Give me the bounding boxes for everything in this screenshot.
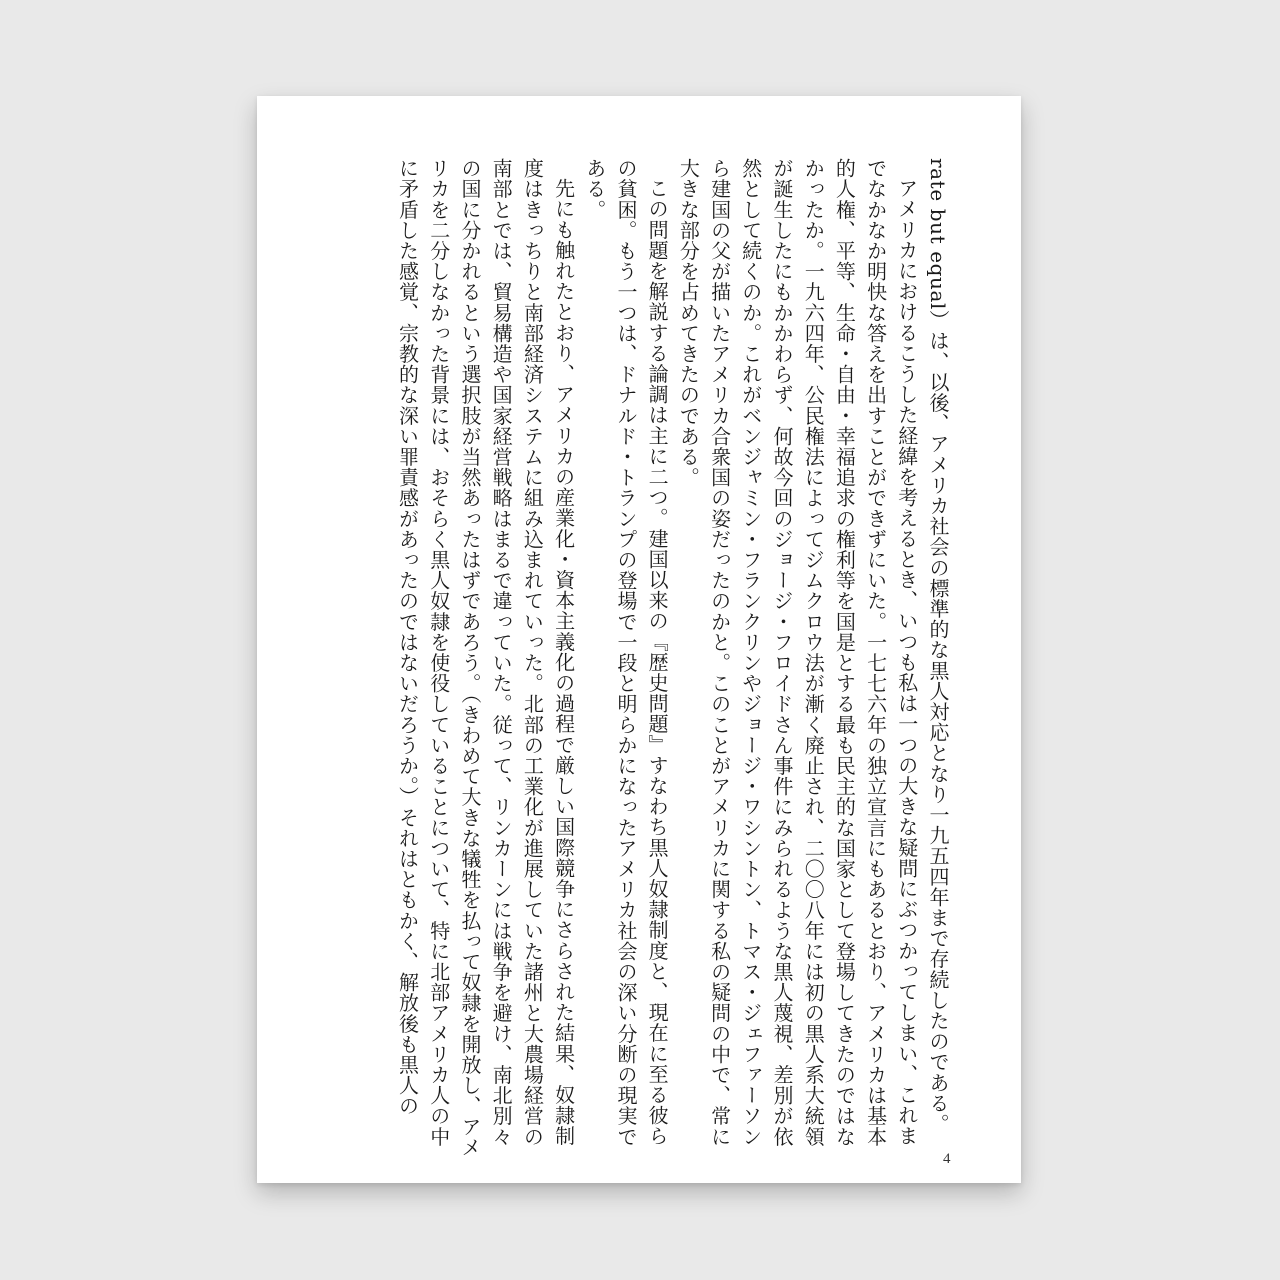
paragraph-3: この問題を解説する論調は主に二つ。建国以来の『歴史問題』すなわち黒人奴隷制度と、現在に至る彼らの貧困。もう一つは、ドナルド・トランプの登場で一段と明らかになったアメリカ社会の深い分断の現実である。 [582, 158, 670, 1147]
book-page [257, 96, 1021, 1183]
vertical-text-block [391, 158, 953, 1158]
paragraph-2: アメリカにおけるこうした経緯を考えるとき、いつも私は一つの大きな疑問にぶつかってしまい、これまでなかなか明快な答えを出すことができずにいた。一七七六年の独立宣言にもあるとおり、アメリカは基本的人権、平等、生命・自由・幸福追求の権利等を国是とする最も民主的な国家として登場してきたのではなかったか。一九六四年、公民権法によってジムクロウ法が漸く廃止され、二〇〇八年には初の黒人系大統領が誕生したにもかかわらず、何故今回のジョージ・フロイドさん事件にみられるような黒人蔑視、差別が依然として続くのか。これがベンジャミン・フランクリンやジョージ・ワシントン、トマス・ジェファーソンら建国の父が描いたアメリカ合衆国の姿だったのかと。このことがアメリカに関する私の疑問の中で、常に大きな部分を占めてきたのである。 [676, 158, 919, 1147]
paragraph-4: 先にも触れたとおり、アメリカの産業化・資本主義化の過程で厳しい国際競争にさらされた結果、奴隷制度はきっちりと南部経済システムに組み込まれていった。北部の工業化が進展していた諸州と大農場経営の南部とでは、貿易構造や国家経営戦略はまるで違っていた。従って、リンカーンには戦争を避け、南北別々の国に分かれるという選択肢が当然あったはずであろう。（きわめて大きな犠牲を払って奴隷を開放し、アメリカを二分しなかった背景には、おそらく黒人奴隷を使役していることについて、特に北部アメリカ人の中に矛盾した感覚、宗教的な深い罪責感があったのではないだろうか。）それはともかく、解放後も黒人の [395, 158, 576, 1158]
paragraph-1: rate but equal）は、以後、アメリカ社会の標準的な黒人対応となり一九五四年まで存続したのである。 [926, 158, 950, 1135]
page-number: 4 [943, 1151, 951, 1167]
